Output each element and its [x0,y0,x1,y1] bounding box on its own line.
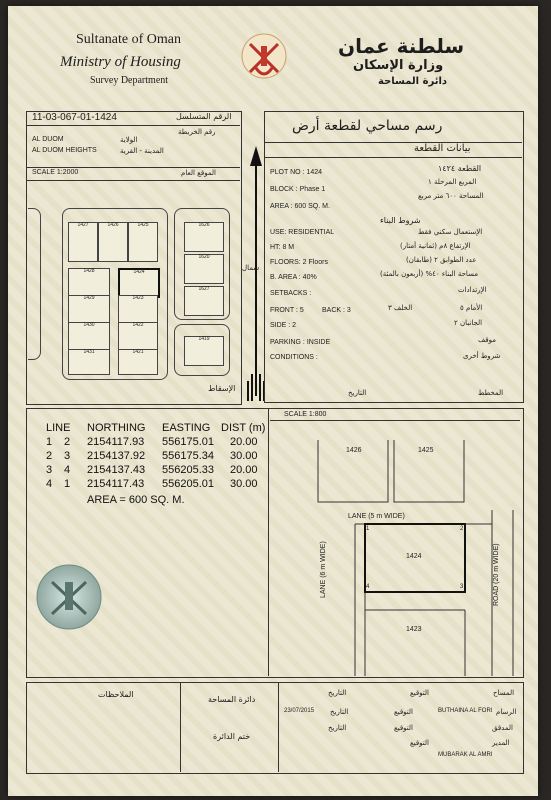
plan-title-ar: رسم مساحي لقطعة أرض [292,118,443,134]
parking-ar: موقف [478,336,496,344]
setbacks: SETBACKS : [270,290,312,297]
block: BLOCK : Phase 1 [270,186,326,193]
oman-emblem-icon [236,28,292,86]
surveyor-signature-ar: التوقيع [410,689,429,697]
table-row: 1 2 2154117.93 556175.01 20.00 [46,436,258,448]
drafter-date: 23/07/2015 [284,708,315,714]
location-plot: 1423 [118,295,158,323]
survey-dept-ar: دائرة المساحة [208,695,256,704]
plot-no-ar: القطعة ١٤٢٤ [438,164,482,173]
area: AREA : 600 SQ. M. [270,203,330,210]
back-setback: BACK : 3 [322,307,351,314]
area-total: AREA = 600 SQ. M. [87,494,185,506]
lane-left: LANE (6 m WIDE) [320,541,327,598]
block-ar: المربع المرحلة ١ [428,178,477,186]
the-plot-ar: المخطط [478,389,504,397]
location-plot: 1429 [68,295,110,323]
location-plot: 1431 [68,349,110,375]
front-ar: الأمام ٥ [460,304,483,312]
table-row: 4 1 2154117.43 556205.01 30.00 [46,478,258,490]
front-setback: FRONT : 5 [270,307,304,314]
location-plot: 1427 [68,222,98,262]
checker-ar: المدقق [492,724,513,732]
setbacks-ar: الإرتدادات [458,286,487,294]
location-plot: 1428 [68,268,110,296]
scale-label: SCALE 1:2000 [32,169,79,176]
hologram-seal-icon [34,562,104,632]
serial-label-ar: الرقم المتسلسل [176,112,232,121]
drafter-name: BUTHAINA AL FORI [438,708,493,714]
table-row: 2 3 2154137.92 556175.34 30.00 [46,450,258,462]
corner-2: 2 [460,526,464,532]
scale-row [26,167,240,181]
checker-signature-ar: التوقيع [394,724,413,732]
dept-en: Survey Department [90,75,169,86]
detail-plan [270,420,520,676]
checker-date-ar: التاريخ [328,724,347,732]
plot-no: PLOT NO : 1424 [270,169,323,176]
conditions-ar: شروط أخرى [463,352,501,360]
surveyor-date-ar: التاريخ [328,689,347,697]
area-row [30,494,266,508]
corner-1: 1 [366,526,370,532]
corner-3: 3 [460,584,464,590]
use-ar: الإستعمال سكني فقط [418,228,483,236]
table-row: 3 4 2154137.43 556205.33 20.00 [46,464,258,476]
building-area: B. AREA : 40% [270,274,317,281]
location-plot: 1425 [128,222,158,262]
map-no-ar: رقم الخريطة [178,128,216,136]
road-right: ROAD (20 m WIDE) [493,543,500,606]
wilayat: AL DUOM [32,136,64,143]
location-map [28,182,238,372]
col-easting: EASTING [162,422,211,434]
drafter-date-ar: التاريخ [330,708,349,716]
location-plot: 1421 [118,349,158,375]
drafter-ar: الرسام [496,708,517,716]
side-setback: SIDE : 2 [270,322,297,329]
detail-scale: SCALE 1:800 [284,411,327,418]
plot-info-ar: بيانات القطعة [414,143,471,154]
wilayat-ar: الولاية [120,136,138,144]
location-plot: 1626 [184,222,224,252]
village: AL DUOM HEIGHTS [32,147,97,154]
title-ar: سلطنة عمان [338,34,465,58]
building-conditions-ar: شروط البناء [380,216,421,225]
notes-ar: الملاحظات [98,690,134,699]
director-signature-ar: التوقيع [410,739,429,747]
corner-4: 4 [366,584,370,590]
location-plot: 1419 [184,336,224,366]
use: USE: RESIDENTIAL [270,229,335,236]
ministry-ar: وزارة الإسكان [353,58,444,73]
col-line: LINE [46,422,71,434]
coordinates-table [30,422,266,512]
detail-plot-1424: 1424 [406,553,422,560]
lane-top: LANE (5 m WIDE) [348,513,405,520]
drafter-signature-ar: التوقيع [394,708,413,716]
projection-ar: الإسقاط [208,384,236,393]
floors-ar: عدد الطوابق ٢ (طابقان) [406,256,477,264]
village-ar: المدينة - القرية [120,147,164,155]
floors: FLOORS: 2 Floors [270,259,328,266]
director-name: MUBARAK AL AMRI [438,752,493,758]
director-ar: المدير [492,739,510,747]
col-northing: NORTHING [87,422,146,434]
location-plot: 1620 [184,254,224,284]
conditions: CONDITIONS : [270,354,318,361]
area-ar: المساحة ٦٠٠ متر مربع [418,192,484,200]
back-ar: الخلف ٣ [388,304,413,312]
general-location-ar: الموقع العام [181,169,216,177]
serial-number: 11-03-067-01-1424 [32,112,117,123]
dept-stamp-ar: ختم الدائرة [213,732,251,741]
location-plot: 1627 [184,286,224,316]
dept-ar: دائرة المساحة [378,76,448,87]
surveyor-ar: المساح [493,689,515,697]
detail-plot-1425: 1425 [418,447,434,454]
survey-document [8,6,538,796]
location-plot: 1422 [118,322,158,350]
detail-plot-1426: 1426 [346,447,362,454]
serial-row [26,111,240,126]
location-plot: 1426 [98,222,128,262]
parking: PARKING : INSIDE [270,339,331,346]
barea-ar: مساحة البناء ٤٠% (أربعون بالمئة) [380,270,479,278]
detail-plot-1423: 1423 [406,626,422,633]
height-ar: الإرتفاع ٨م (ثمانية أمتار) [400,242,471,250]
col-dist: DIST (m) [221,422,266,434]
north-label-ar: شمال [242,264,260,272]
table-header [30,422,266,436]
location-plot: 1430 [68,322,110,350]
location-plot-highlighted: 1424 [118,268,160,298]
plot-date-ar: التاريخ [348,389,367,397]
height: HT: 8 M [270,244,295,251]
side-ar: الجانبان ٢ [454,319,483,327]
title-en: Sultanate of Oman [76,32,181,47]
ministry-en: Ministry of Housing [60,54,181,70]
